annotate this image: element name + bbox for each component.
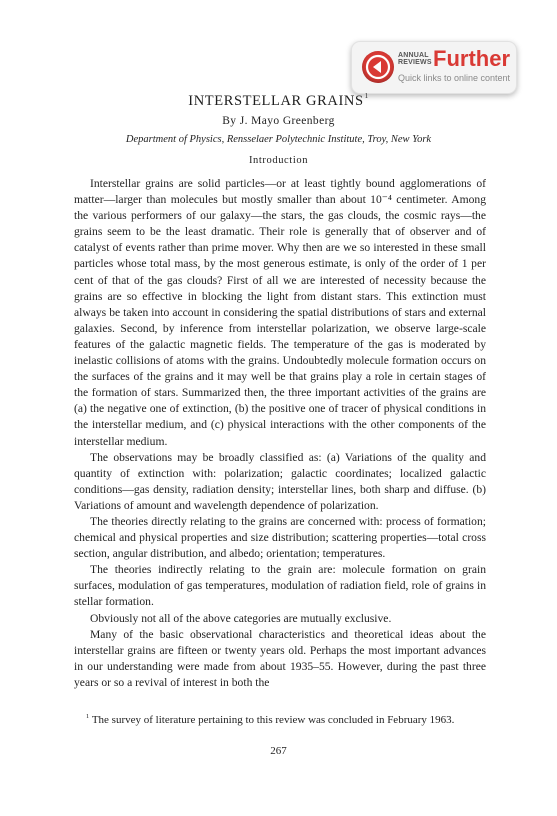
author-line: By J. Mayo Greenberg — [222, 115, 335, 127]
annual-label: ANNUAL — [398, 52, 429, 59]
annual-reviews-logo — [398, 52, 432, 66]
left-arrow-circle-icon — [362, 51, 394, 83]
further-badge[interactable] — [351, 41, 517, 94]
page-number: 267 — [270, 745, 287, 757]
section-heading: Introduction — [248, 155, 309, 166]
reviews-label: REVIEWS — [398, 59, 432, 66]
badge-subtitle[interactable]: Quick links to online content — [398, 73, 511, 83]
paragraph: The observations may be broadly classified as: (a) Variations of the quality and quantity of extinction with: polarization; galactic coordinates; localized galactic conditions—gas density, radiation density; interstellar lines, both sharp and diffuse. (b) Variations of amount and wavelength dependence of polarization. — [74, 450, 486, 512]
paragraph: Interstellar grains are solid particles—or at least tightly bound agglomerations of matter—larger than molecules but mostly smaller than about 10⁻⁴ centimeter. Among the various performers of our galaxy—the stars, the gas clouds, the cosmic rays—the grains seem to be the least dramatic. Their role is generally that of observer and of catalyst of events rather than prime mover. Why then are we so interested in these small particles whose total mass, by the most generous estimate, is only of the order of 1 per cent of that of the gas clouds? First of all we are interested of necessity because the grains are so effective in blocking the light from distant stars. This extinction must always be taken into account in considering the spatial distributions of stars and external galaxies. Second, by inference from interstellar polarization, we observe large-scale features of the galactic magnetic fields. The temperature of the gas is moderated by inelastic collisions of atoms with the grains. Undoubtedly molecule formation occurs on the surfaces of the grains and it may well be that grains play a role in certain stages of the formation of stars. Summarized then, the three important activities of the grains are (a) the negative one of extinction, (b) the positive one of tracer of physical conditions in the interstellar medium, and (c) physical interactions with the other components of the interstellar medium. — [74, 177, 486, 448]
footnote-paragraph — [74, 709, 486, 728]
footnote-mark: 1 — [86, 713, 90, 720]
paragraph: Many of the basic observational characteristics and theoretical ideas about the interstellar grains are fifteen or twenty years old. Perhaps the most important advances in our understanding were made from about 1935–55. However, during the past three years or so a revival of interest in both the — [74, 627, 486, 689]
article-title — [0, 92, 557, 110]
paragraph: Obviously not all of the above categories are mutually exclusive. — [90, 611, 392, 625]
footnote — [74, 709, 486, 728]
paragraph: The theories directly relating to the grains are concerned with: process of formation; chemical and physical properties and size distribution; scattering properties—total cross section, angular distribution, and albedo; orientation; temperatures. — [74, 514, 486, 561]
footnote-text: The survey of literature pertaining to this review was concluded in February 1963. — [91, 714, 455, 726]
title-text: INTERSTELLAR GRAINS — [188, 93, 364, 109]
title-footnote-mark: 1 — [364, 92, 369, 100]
further-label[interactable]: Further — [433, 46, 510, 71]
paragraph: The theories indirectly relating to the grain are: molecule formation on grain surfaces, modulation of gas temperatures, modulation of radiation field, role of grains in stellar formation. — [74, 563, 486, 609]
affiliation-line: Department of Physics, Rensselaer Polytechnic Institute, Troy, New York — [125, 134, 432, 145]
article-body — [74, 176, 486, 691]
